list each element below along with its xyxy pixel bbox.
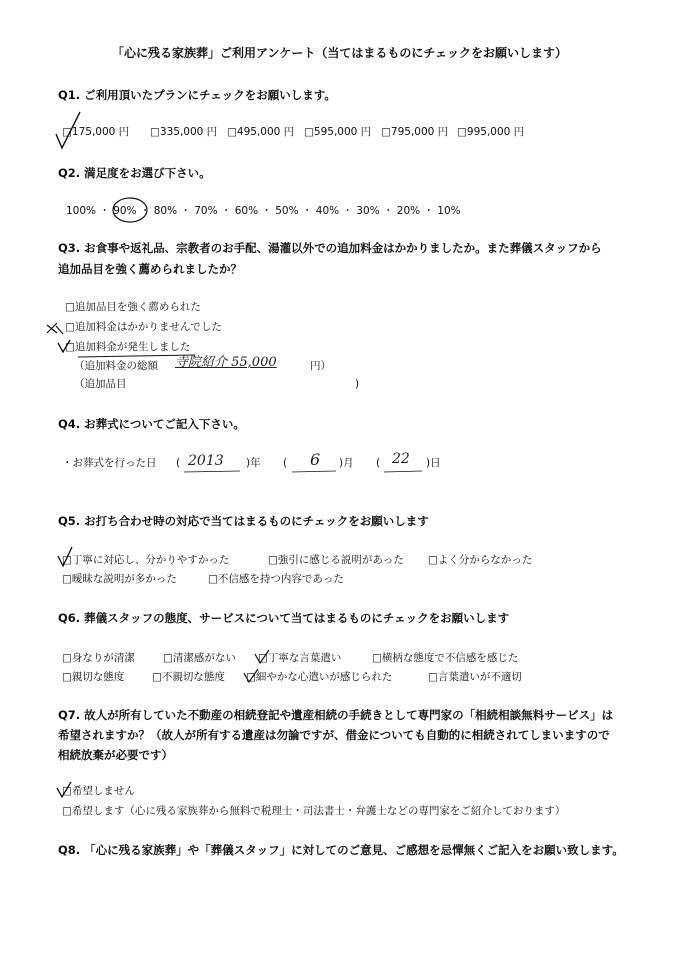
q3-total-unit: 円）: [310, 360, 331, 372]
q3-items-close: ): [355, 378, 360, 390]
q6-option-unkind-attitude[interactable]: □不親切な態度: [152, 671, 225, 683]
q7-label-line1: Q7. 故人が所有していた不動産の相続登記や遺産相続の手続きとして専門家の「相続相談無料サービス」は: [58, 708, 614, 722]
q7-option-not-wanted[interactable]: □希望しません: [62, 785, 135, 797]
q5-option-vague-explanation[interactable]: □曖昧な説明が多かった: [62, 573, 177, 585]
q3-label-line1: Q3. お食事や返礼品、宗教者のお手配、湯灌以外での追加料金はかかりましたか。また葬儀スタッフから: [58, 241, 602, 255]
survey-title: 「心に残る家族葬」ご利用アンケート（当てはまるものにチェックをお願いします）: [112, 46, 567, 60]
q3-option-extra-fee-occurred[interactable]: □追加料金が発生しました: [65, 341, 191, 353]
q6-option-clean-appearance[interactable]: □身なりが清潔: [62, 652, 135, 664]
q4-date-label: ・お葬式を行った日: [62, 457, 157, 469]
q6-check-attentive-icon: [244, 669, 258, 682]
q1-option-335000[interactable]: □335,000 円: [150, 126, 218, 138]
q8-label: Q8. 「心に残る家族葬」や「葬儀スタッフ」に対してのご意見、ご感想を忌憚無くご記入をお願い致します。: [58, 843, 624, 857]
q1-check-mark-icon: [56, 112, 80, 148]
q4-day-value[interactable]: 22: [392, 451, 410, 467]
q6-option-not-clean[interactable]: □清潔感がない: [163, 652, 236, 664]
q3-total-value[interactable]: 寺院紹介 55,000: [175, 355, 277, 370]
q1-option-995000[interactable]: □995,000 円: [457, 126, 525, 138]
q1-option-175000[interactable]: □175,000 円: [62, 126, 130, 138]
q4-day-close: )日: [426, 457, 441, 469]
q1-option-495000[interactable]: □495,000 円: [227, 126, 295, 138]
q2-label: Q2. 満足度をお選び下さい。: [58, 166, 211, 180]
q3-underline-mark-icon: [78, 355, 195, 357]
q5-check-mark-icon: [58, 547, 72, 566]
q7-label-line2: 希望されますか？（故人が所有する遺産は勿論ですが、借金についても自動的に相続されてしまいますので: [58, 728, 610, 742]
q6-option-attentive-care[interactable]: □細やかな心遣いが感じられた: [246, 671, 393, 683]
q4-year-open: (: [176, 457, 181, 469]
q4-year-underline-icon: [184, 471, 240, 472]
q3-total-label: （追加料金の総額: [74, 360, 158, 372]
q3-check-mark-icon: [58, 340, 70, 352]
q1-option-795000[interactable]: □795,000 円: [381, 126, 449, 138]
q5-label: Q5. お打ち合わせ時の対応で当てはまるものにチェックをお願いします: [58, 514, 429, 528]
q2-satisfaction-scale[interactable]: 100% ・ 90% ・ 80% ・ 70% ・ 60% ・ 50% ・ 40% ・ 30% ・ 20% ・ 10%: [66, 205, 461, 217]
q5-option-polite-clear[interactable]: □丁寧に対応し、分かりやすかった: [62, 554, 230, 566]
q3-option-no-extra-fee[interactable]: □追加料金はかかりませんでした: [65, 321, 222, 333]
q4-month-value[interactable]: 6: [310, 450, 321, 469]
q3-label-line2: 追加品目を強く薦められましたか？: [58, 262, 242, 276]
q4-month-close: )月: [339, 457, 354, 469]
q6-option-kind-attitude[interactable]: □親切な態度: [62, 671, 125, 683]
q5-option-pushy-explanation[interactable]: □強引に感じる説明があった: [268, 554, 404, 566]
q6-option-polite-language[interactable]: □丁寧な言葉遣い: [258, 652, 342, 664]
q6-label: Q6. 葬儀スタッフの態度、サービスについて当てはまるものにチェックをお願いします: [58, 611, 510, 625]
q1-option-595000[interactable]: □595,000 円: [304, 126, 372, 138]
q7-check-mark-icon: [57, 782, 71, 797]
q7-label-line3: 相続放棄が必要です）: [58, 748, 173, 762]
q5-option-hard-to-understand[interactable]: □よく分からなかった: [428, 554, 533, 566]
q4-year-close: )年: [246, 457, 261, 469]
q2-circle-mark-icon: [113, 198, 147, 222]
q4-year-value[interactable]: 2013: [188, 453, 224, 469]
q7-option-wanted[interactable]: □希望します（心に残る家族葬から無料で税理士・司法書士・弁護士などの専門家をご紹介しております）: [62, 805, 566, 817]
q4-label: Q4. お葬式についてご記入下さい。: [58, 417, 245, 431]
q3-cross-mark-icon: [47, 323, 63, 334]
q3-option-strongly-recommended[interactable]: □追加品目を強く薦められた: [65, 301, 201, 313]
q4-day-open: (: [376, 457, 381, 469]
q4-day-underline-icon: [384, 471, 422, 472]
q4-month-open: (: [283, 457, 288, 469]
q6-check-polite-icon: [255, 650, 269, 663]
q6-option-inappropriate-language[interactable]: □言葉遣いが不適切: [428, 671, 522, 683]
q5-option-distrust[interactable]: □不信感を持つ内容であった: [208, 573, 344, 585]
q6-option-arrogant-attitude[interactable]: □横柄な態度で不信感を感じた: [372, 652, 519, 664]
q4-month-underline-icon: [292, 471, 336, 472]
q3-items-label: （追加品目: [74, 378, 127, 390]
q1-label: Q1. ご利用頂いたプランにチェックをお願いします。: [58, 88, 336, 102]
